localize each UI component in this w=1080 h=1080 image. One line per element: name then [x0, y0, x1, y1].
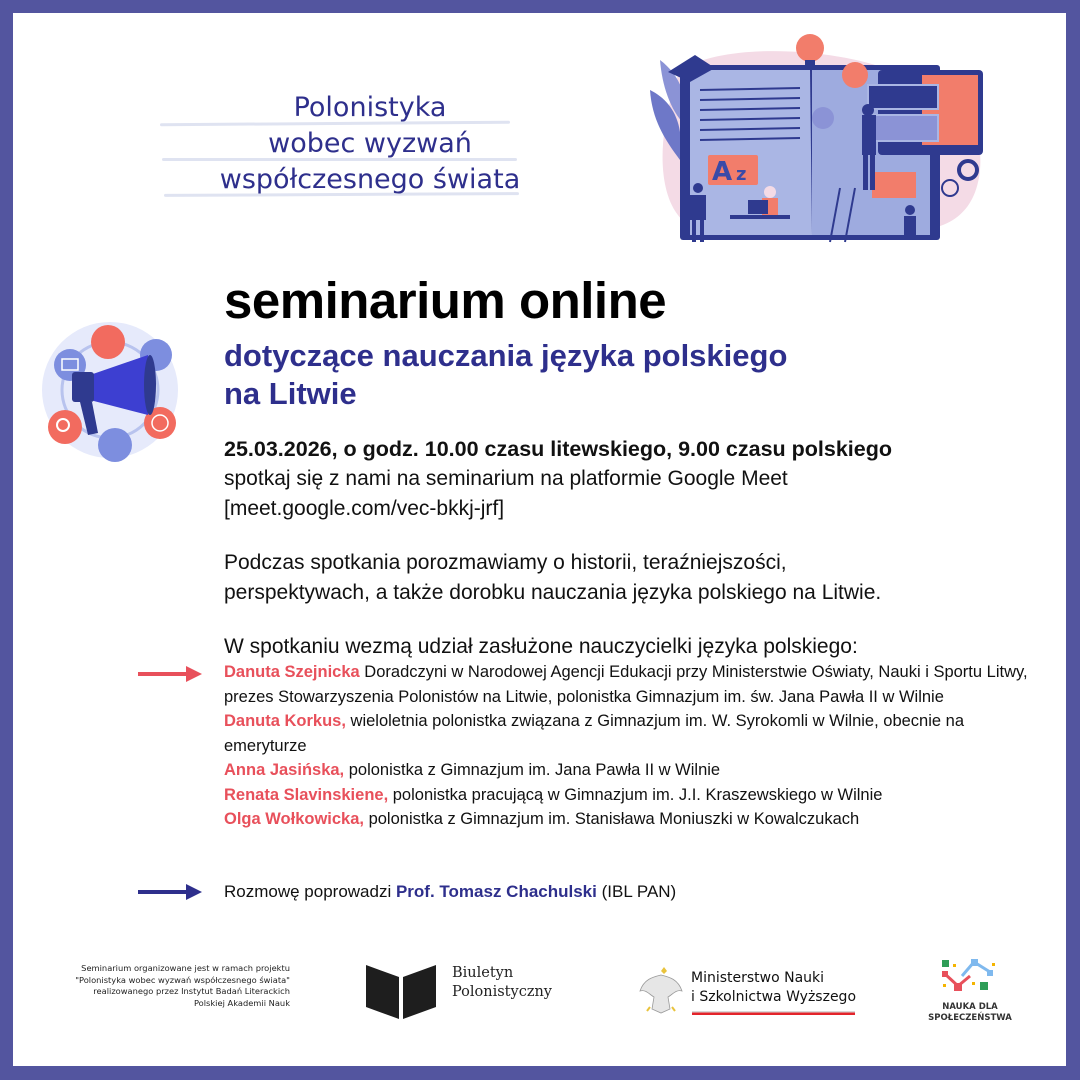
participant-item — [224, 660, 1044, 709]
participants-list — [224, 660, 1044, 832]
description-line-1: Podczas spotkania porozmawiamy o historii, teraźniejszości, — [224, 551, 787, 574]
seminar-subtitle — [224, 337, 984, 413]
seminar-description — [224, 548, 1024, 608]
subtitle-line-1: dotyczące nauczania języka polskiego — [224, 338, 788, 373]
project-title-line-1: Polonistyka — [293, 92, 447, 123]
participant-item — [224, 758, 1044, 783]
participant-name: Anna Jasińska, — [224, 761, 345, 779]
svg-text:A: A — [712, 157, 733, 187]
description-line-2: perspektywach, a także dorobku nauczania języka polskiego na Litwie. — [224, 581, 882, 604]
note-line: realizowanego przez Instytut Badań Literackich — [93, 986, 290, 996]
ministry-line-2: i Szkolnictwa Wyższego — [691, 989, 857, 1005]
open-book-logo-icon — [366, 963, 436, 1019]
moderator-suffix: (IBL PAN) — [596, 882, 677, 901]
participant-name: Danuta Korkus, — [224, 712, 346, 730]
moderator-name: Prof. Tomasz Chachulski — [395, 882, 597, 901]
moderator-prefix: Rozmowę poprowadzi — [224, 882, 396, 901]
meet-link[interactable]: [meet.google.com/vec-bkkj-jrf] — [224, 497, 505, 520]
note-line: "Polonistyka wobec wyzwań współczesnego świata" — [75, 974, 290, 985]
project-title-line-3: współczesnego świata — [219, 164, 521, 195]
arrow-right-icon — [138, 666, 202, 682]
polish-eagle-icon — [638, 965, 684, 1015]
participant-item — [224, 709, 1044, 758]
participant-desc: polonistka z Gimnazjum im. Jana Pawła II w Wilnie — [344, 761, 721, 779]
biuletyn-line-2: Polonistyczny — [452, 984, 552, 1000]
education-illustration — [640, 30, 990, 250]
participants-intro: W spotkaniu wezmą udział zasłużone nauczycielki języka polskiego: — [224, 635, 858, 658]
moderator-line — [224, 880, 676, 904]
participant-item — [224, 783, 1044, 808]
participant-desc: polonistka pracującą w Gimnazjum im. J.I. Kraszewskiego w Wilnie — [388, 785, 883, 804]
participant-item — [224, 807, 1044, 832]
note-line: Polskiej Akademii Nauk — [193, 997, 290, 1008]
arrow-right-icon — [138, 884, 202, 900]
participant-name: Olga Wołkowicka, — [224, 810, 364, 828]
ministry-line-1: Ministerstwo Nauki — [691, 970, 825, 986]
participant-name: Danuta Szejnicka — [224, 663, 360, 681]
nauka-logo-text — [910, 1002, 1030, 1024]
participant-desc: polonistka z Gimnazjum im. Stanisława Moniuszki w Kowalczukach — [363, 810, 860, 828]
nauka-line-2: SPOŁECZEŃSTWA — [928, 1013, 1012, 1023]
meet-invite-text: spotkaj się z nami na seminarium na platformie Google Meet — [224, 467, 788, 490]
note-line: Seminarium organizowane jest w ramach projektu — [81, 963, 290, 973]
svg-text:z: z — [736, 164, 747, 185]
biuletyn-logo-text — [452, 964, 552, 1002]
participant-desc: Doradczyni w Narodowej Agencji Edukacji przy Ministerstwie Oświaty, Nauki i Sportu Litwy, prezes Stowarzyszenia Polonistów na Litwie, polonistka Gimnazjum im. św. Jana Pawła II w Wilnie — [224, 663, 1028, 706]
participant-name: Renata Slavinskiene, — [224, 785, 389, 804]
project-title-line-2: wobec wyzwań — [268, 128, 472, 159]
subtitle-line-2: na Litwie — [224, 376, 357, 411]
event-date-time: 25.03.2026, o godz. 10.00 czasu litewskiego, 9.00 czasu polskiego — [224, 437, 893, 461]
project-note — [40, 963, 290, 1009]
participant-desc: wieloletnia polonistka związana z Gimnazjum im. W. Syrokomli w Wilnie, obecnie na emeryturze — [224, 712, 965, 755]
meet-invite — [224, 464, 788, 524]
ministry-flag-stripe — [692, 1011, 855, 1015]
nauka-dla-spoleczenstwa-logo-icon — [940, 958, 1000, 994]
biuletyn-line-1: Biuletyn — [452, 965, 514, 981]
megaphone-icon — [30, 315, 190, 465]
nauka-line-1: NAUKA DLA — [942, 1002, 998, 1012]
seminar-title: seminarium online — [224, 272, 667, 329]
project-title — [160, 90, 580, 198]
ministry-logo-text — [691, 969, 856, 1007]
